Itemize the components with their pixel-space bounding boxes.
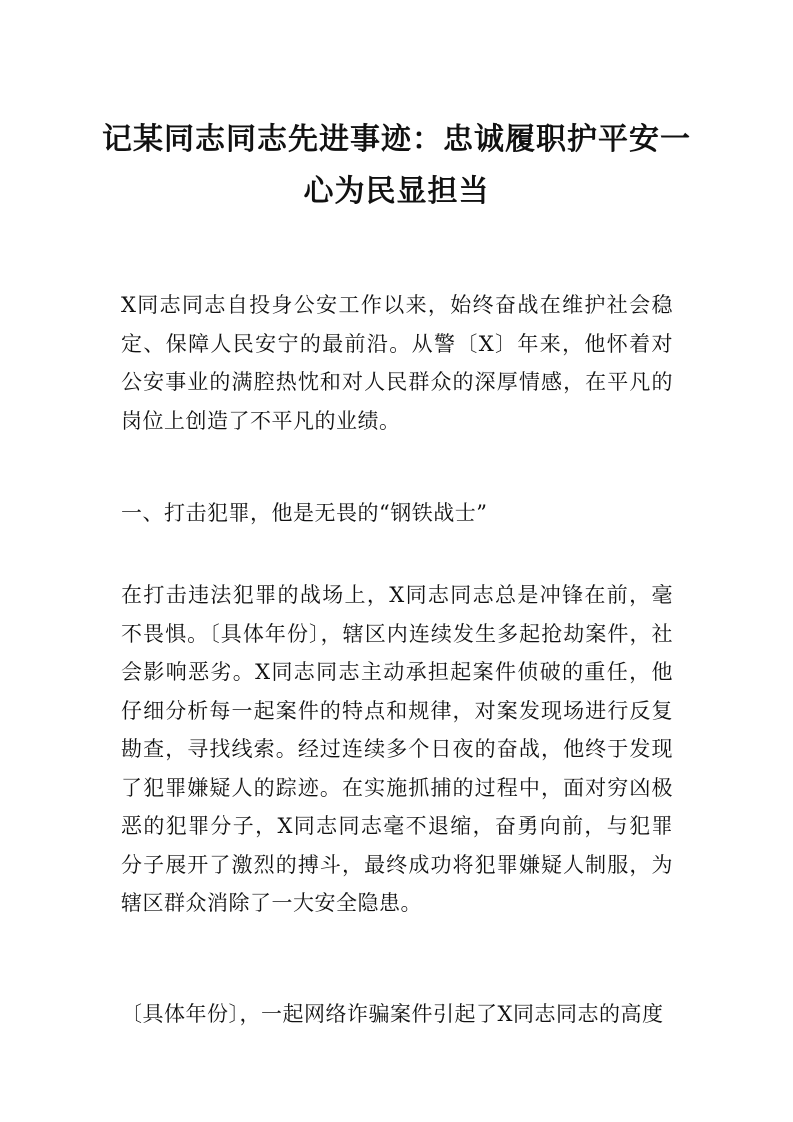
title-line-2: 心为民显担当 <box>303 174 490 209</box>
title-line-1: 记某同志同志先进事迹：忠诚履职护平安一 <box>102 122 691 157</box>
intro-paragraph: X同志同志自投身公安工作以来，始终奋战在维护社会稳定、保障人民安宁的最前沿。从警〔X〕年来，他怀着对公安事业的满腔热忱和对人民群众的深厚情感，在平凡的岗位上创造了不平凡的业绩。 <box>121 293 673 433</box>
document-title <box>100 114 693 218</box>
body-paragraph: 在打击违法犯罪的战场上，X同志同志总是冲锋在前，毫不畏惧。〔具体年份〕，辖区内连续发生多起抢劫案件，社会影响恶劣。X同志同志主动承担起案件侦破的重任，他仔细分析每一起案件的特点和规律，对案发现场进行反复勘查，寻找线索。经过连续多个日夜的奋战，他终于发现了犯罪嫌疑人的踪迹。在实施抓捕的过程中，面对穷凶极恶的犯罪分子，X同志同志毫不退缩，奋勇向前，与犯罪分子展开了激烈的搏斗，最终成功将犯罪嫌疑人制服，为辖区群众消除了一大安全隐患。 <box>121 583 673 915</box>
section-heading: 一、打击犯罪，他是无畏的“钢铁战士” <box>121 501 488 525</box>
body-paragraph-partial: 〔具体年份〕，一起网络诈骗案件引起了X同志同志的高度 <box>121 1002 664 1026</box>
